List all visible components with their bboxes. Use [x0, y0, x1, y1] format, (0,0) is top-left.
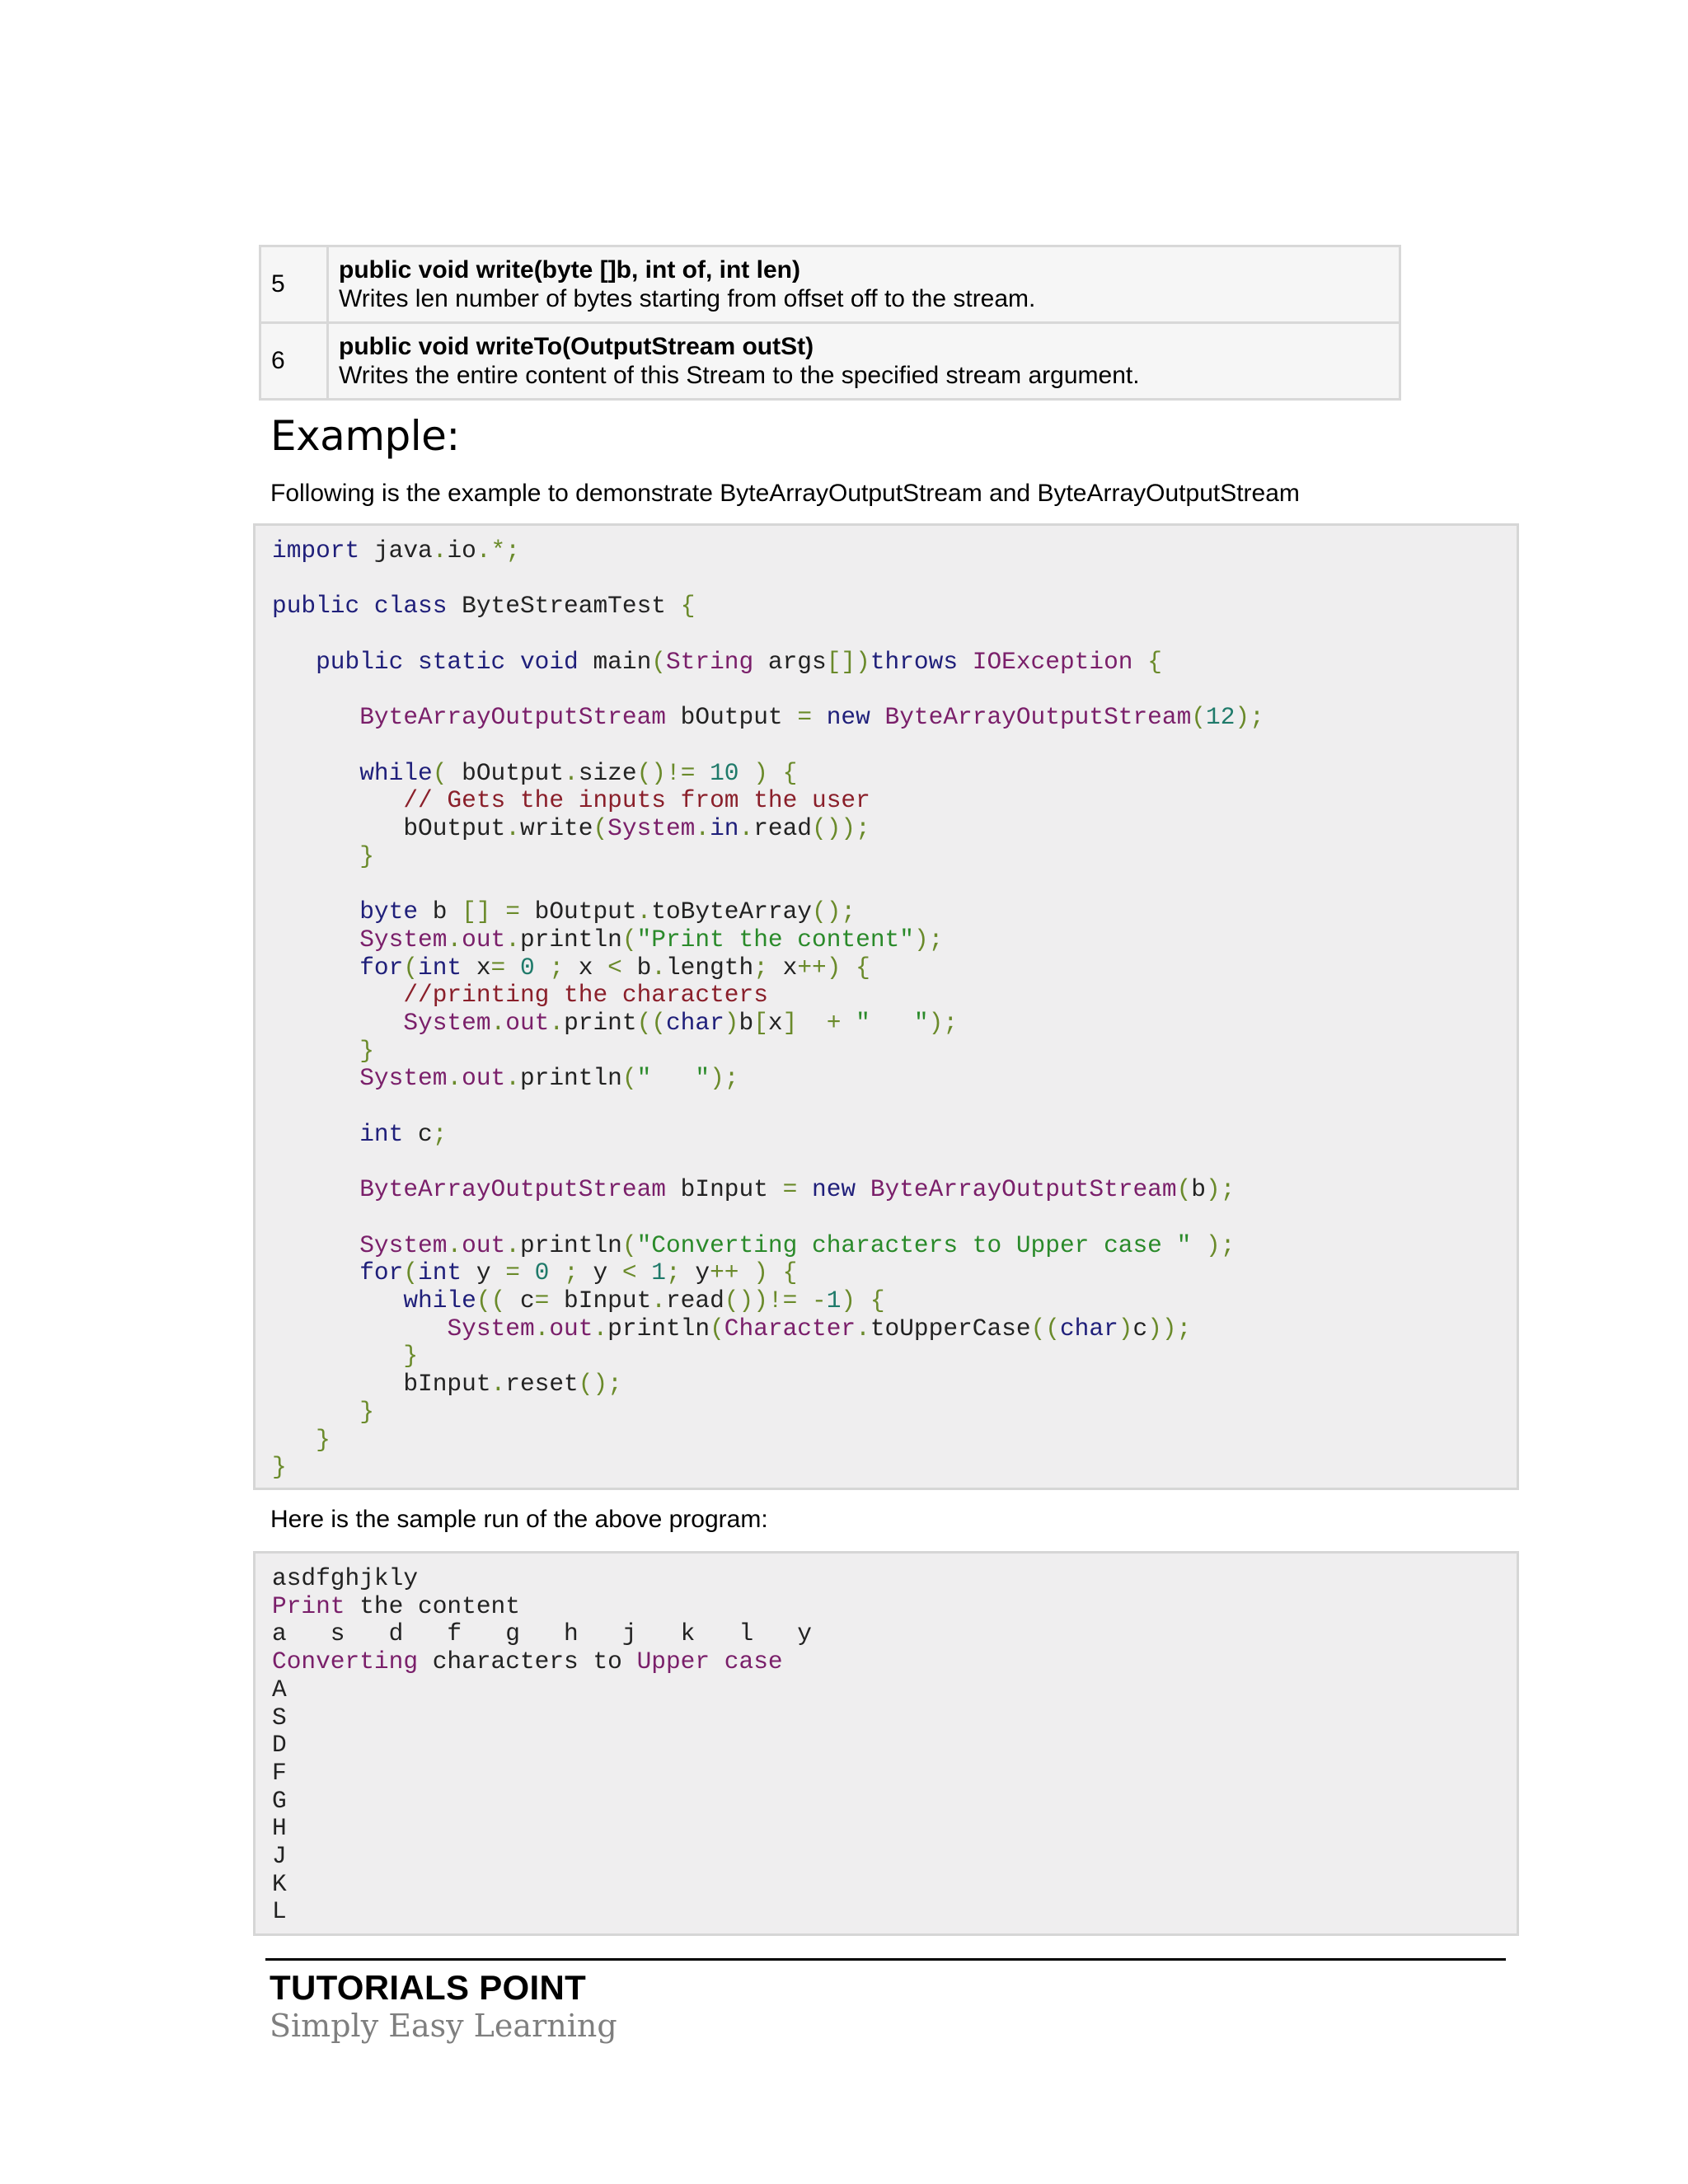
- example-heading: Example:: [270, 412, 460, 460]
- output-block: [253, 1551, 1519, 1936]
- footer-divider: [265, 1958, 1506, 1961]
- method-number: 6: [260, 323, 328, 400]
- sample-run-intro: Here is the sample run of the above program:: [270, 1506, 768, 1533]
- footer-brand: TUTORIALS POINT: [270, 1968, 587, 2007]
- method-cell: [328, 323, 1400, 400]
- method-table: [259, 245, 1401, 401]
- method-signature: public void write(byte []b, int of, int len): [339, 256, 800, 284]
- example-intro: Following is the example to demonstrate ByteArrayOutputStream and ByteArrayOutputStream: [270, 480, 1300, 507]
- table-row: [260, 246, 1400, 323]
- method-cell: [328, 246, 1400, 323]
- table-row: [260, 323, 1400, 400]
- output-listing: asdfghjkly Print the content a s d f g h j k l y Converting characters to Upper case A S D F G H J K L: [272, 1564, 813, 1926]
- method-description: Writes the entire content of this Stream to the specified stream argument.: [339, 362, 1140, 389]
- method-signature: public void writeTo(OutputStream outSt): [339, 333, 814, 360]
- footer-tagline: Simply Easy Learning: [270, 2008, 617, 2044]
- method-number: 5: [260, 246, 328, 323]
- code-listing: import java.io.*; public class ByteStreamTest { public static void main(String args[])throws IOException { ByteArrayOutputStream bOutput = new ByteArrayOutputStream(12); while( bOutput.size()!= 10 ) { // Gets the inputs from the user bOutput.write(System.in.read()); } byte b [] = bOutput.toByteArray(); System.out.println("Print the content"); for(int x= 0 ; x < b.length; x++) { //printing the characters System.out.print((char)b[x] + " "); } System.out.println(" "); int c; ByteArrayOutputStream bInput = new ByteArrayOutputStream(b); System.out.println("Converting characters to Upper case " ); for(int y = 0 ; y < 1; y++ ) { while(( c= bInput.read())!= -1) { System.out.println(Character.toUpperCase((char)c)); } bInput.reset(); } } }: [272, 537, 1264, 1482]
- code-block: [253, 523, 1519, 1490]
- method-description: Writes len number of bytes starting from offset off to the stream.: [339, 285, 1036, 312]
